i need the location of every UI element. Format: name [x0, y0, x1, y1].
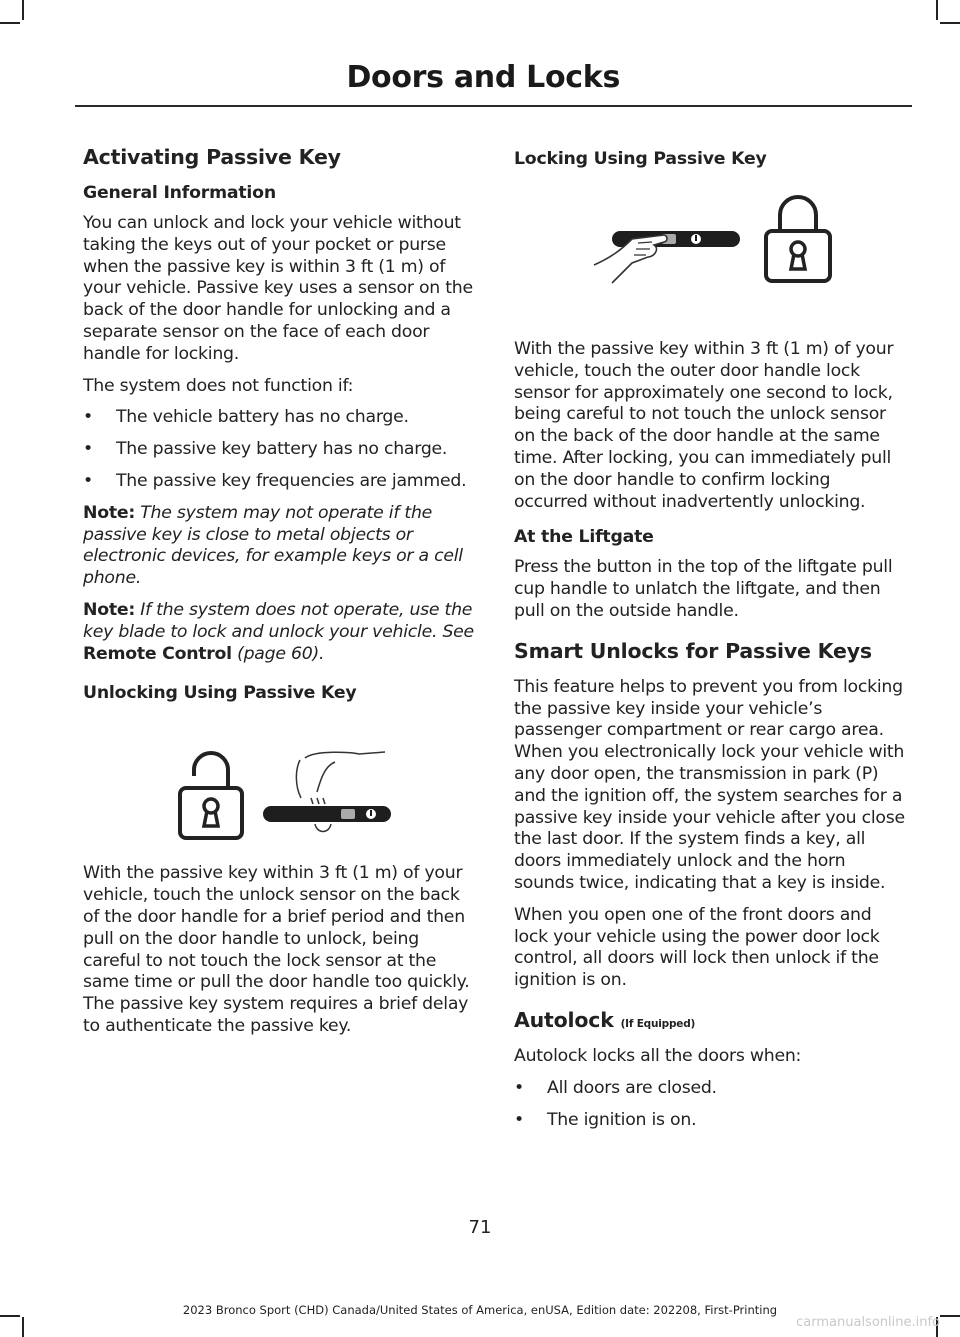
list-item: • The ignition is on. [514, 1109, 697, 1130]
page-number: 71 [468, 1217, 492, 1238]
cross-reference-link[interactable]: Remote Control [83, 643, 232, 664]
subsection-heading: Locking Using Passive Key [514, 149, 767, 169]
paragraph: With the passive key within 3 ft (1 m) of your vehicle, touch the unlock sensor on the back of the door handle for a brief period and then pull on the door handle to unlock, being careful to not touch the lock sensor at the same time or pull the door handle too quickly. The passive key system requires a brief delay to authenticate the passive key. [83, 863, 470, 1036]
note: Note: The system may not operate if the passive key is close to metal objects or electronic devices, for example keys or a cell phone. [83, 502, 463, 589]
watermark: carmanualsonline.info [796, 1315, 940, 1330]
door-handle-hand-icon [255, 748, 395, 840]
unlock-illustration [83, 713, 477, 863]
unlocked-padlock-icon [178, 748, 248, 840]
paragraph: You can unlock and lock your vehicle without taking the keys out of your pocket or purse when the passive key is within 3 ft (1 m) of your vehicle. Passive key uses a sensor on the back of the door handle for unlocking and a separate sensor on the face of each door handle for locking. [83, 213, 473, 364]
crop-mark [22, 0, 24, 20]
page-title: Doors and Locks [346, 60, 620, 95]
equipment-note: (If Equipped) [620, 1017, 696, 1030]
list-item: • The passive key frequencies are jammed. [83, 470, 467, 491]
section-heading: Autolock (If Equipped) [514, 1007, 696, 1032]
list-item: • The vehicle battery has no charge. [83, 407, 409, 428]
door-handle-touch-icon [592, 209, 742, 289]
crop-mark [940, 22, 960, 24]
section-heading: Activating Passive Key [83, 145, 341, 169]
paragraph: With the passive key within 3 ft (1 m) of your vehicle, touch the outer door handle lock sensor for approximately one second to lock, being careful to not touch the unlock sensor on the back of the door handle at the same time. After locking, you can immediately pull on the door handle to confirm locking occurred without inadvertently unlocking. [514, 339, 894, 512]
edition-footer: 2023 Bronco Sport (CHD) Canada/United States of America, enUSA, Edition date: 202208, First-Printing [182, 1303, 778, 1317]
crop-mark [936, 0, 938, 20]
left-column [83, 145, 477, 1048]
crop-mark [22, 1317, 24, 1337]
header-divider [75, 105, 912, 107]
lock-illustration [514, 179, 908, 339]
list-item: • The passive key battery has no charge. [83, 439, 448, 460]
paragraph: Press the button in the top of the liftgate pull cup handle to unlatch the liftgate, and then pull on the outside handle. [514, 557, 893, 621]
paragraph: This feature helps to prevent you from locking the passive key inside your vehicle’s passenger compartment or rear cargo area. When you electronically lock your vehicle with any door open, the transmission in park (P) and the ignition off, the system searches for a passive key inside your vehicle after you close the last door. If the system finds a key, all doors immediately unlock and the horn sounds twice, indicating that a key is inside. [514, 676, 905, 893]
subsection-heading: General Information [83, 183, 276, 203]
paragraph: When you open one of the front doors and lock your vehicle using the power door lock control, all doors will lock then unlock if the ignition is on. [514, 904, 880, 991]
paragraph: The system does not function if: [83, 375, 354, 396]
subsection-heading: At the Liftgate [514, 527, 654, 548]
locked-padlock-icon [762, 191, 834, 283]
list-item: • All doors are closed. [514, 1077, 717, 1098]
paragraph: Autolock locks all the doors when: [514, 1045, 802, 1066]
crop-mark [0, 22, 20, 24]
right-column [514, 145, 908, 1141]
subsection-heading: Unlocking Using Passive Key [83, 683, 357, 704]
note: Note: If the system does not operate, use the key blade to lock and unlock your vehicle. See Remote Control (page 60). [83, 599, 474, 664]
section-heading: Smart Unlocks for Passive Keys [514, 638, 872, 663]
